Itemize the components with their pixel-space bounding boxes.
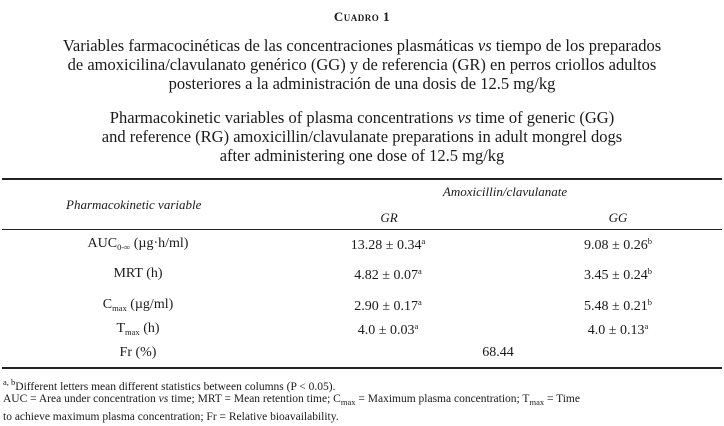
row-label: MRT (h)	[113, 266, 163, 281]
row-label: $C_{max}$ (µg/ml)	[102, 297, 174, 313]
caption-english	[0, 108, 724, 165]
header-gr: GR	[380, 210, 398, 225]
footnote-significance: $^{a, b}$Different letters mean different statistics between columns (P < 0.05).	[3, 377, 336, 393]
table-bottom-rule	[2, 367, 722, 369]
gr-value: 13.28 ± 0.34$^a$	[350, 236, 426, 253]
caption-es-line2: de amoxicilina/clavulanato genérico (GG) y de referencia (GR) en perros criollos adultos	[67, 55, 657, 74]
table-title: Cuadro 1	[333, 9, 391, 24]
gg-value: 3.45 ± 0.24$^b$	[584, 266, 652, 283]
header-rule	[2, 229, 722, 230]
footnote-abbreviations: AUC = Area under concentration vs time; MRT = Mean retention time; $C_{max}$ = Maximum plasma concentration; $T_{max}$ = Time to achieve maximum plasma concentration; Fr = Relative bioavailability.	[3, 393, 580, 423]
fr-value: 68.44	[482, 345, 514, 360]
gg-value: 4.0 ± 0.13$^a$	[587, 321, 649, 338]
caption-es-line1: Variables farmacocinéticas de las concentraciones plasmáticas vs tiempo de los preparados	[62, 36, 662, 55]
gg-value: 9.08 ± 0.26$^b$	[584, 236, 652, 253]
header-gg: GG	[608, 210, 628, 225]
caption-spanish	[0, 36, 724, 93]
header-variable: Pharmacokinetic variable	[66, 197, 202, 212]
row-label: Fr (%)	[119, 345, 157, 360]
gg-value: 5.48 ± 0.21$^b$	[584, 297, 652, 314]
table-top-rule	[2, 178, 722, 180]
gr-value: 4.82 ± 0.07$^a$	[354, 266, 422, 283]
caption-es-line3: posteriores a la administración de una dosis de 12.5 mg/kg	[168, 74, 556, 93]
gr-value: 2.90 ± 0.17$^a$	[354, 297, 422, 314]
caption-en-line1: Pharmacokinetic variables of plasma concentrations vs time of generic (GG)	[109, 108, 615, 127]
row-label: $AUC_{0-\infty}$ (µg·h/ml)	[87, 236, 189, 252]
row-label: $T_{max}$ (h)	[116, 321, 160, 337]
gr-value: 4.0 ± 0.03$^a$	[357, 321, 419, 338]
header-group: Amoxicillin/clavulanate	[442, 184, 568, 199]
caption-en-line3: after administering one dose of 12.5 mg/kg	[219, 146, 505, 165]
caption-en-line2: and reference (RG) amoxicillin/clavulanate preparations in adult mongrel dogs	[101, 127, 623, 146]
